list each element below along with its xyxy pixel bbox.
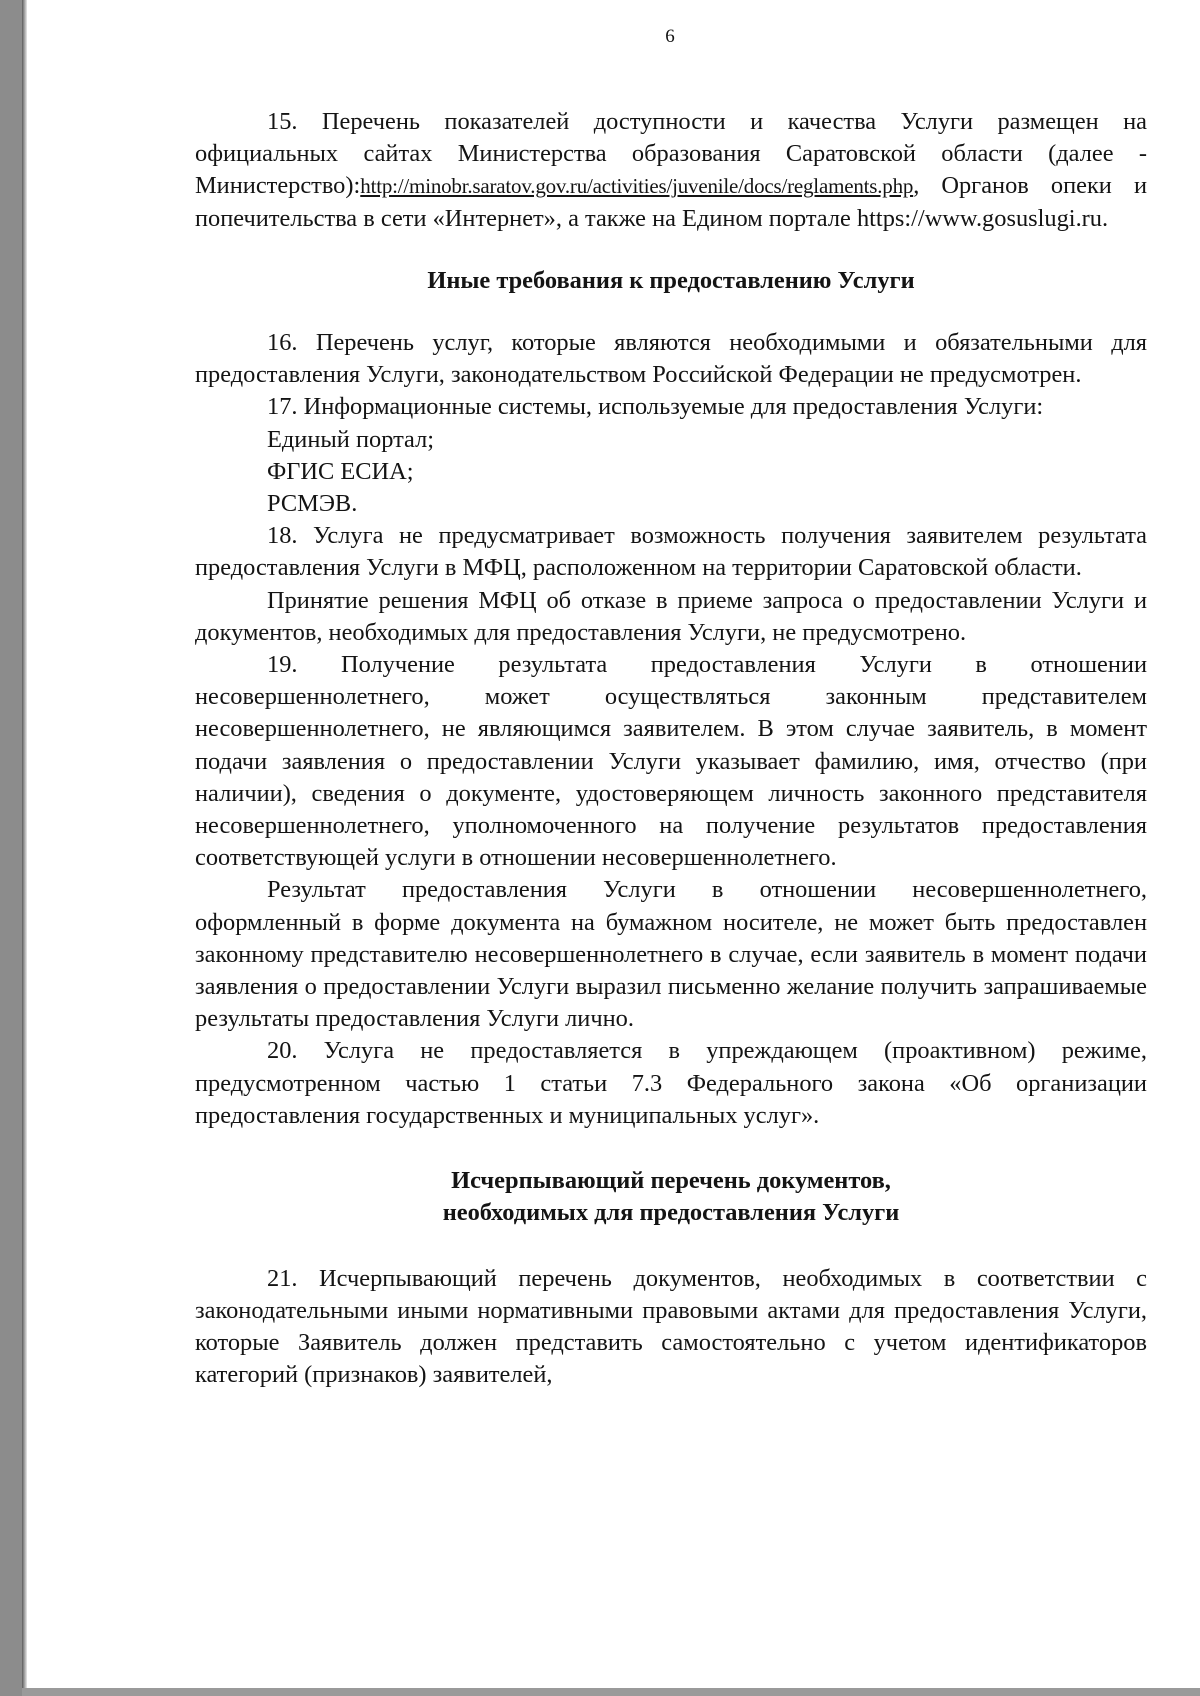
heading-line-1: Исчерпывающий перечень документов, <box>451 1167 891 1195</box>
document-body <box>195 106 1147 1391</box>
paragraph-19-continuation: Результат предоставления Услуги в отношении несовершеннолетнего, оформленный в форме документа на бумажном носителе, не может быть предоставлен законному представителю несовершеннолетнего в случае, если заявитель в момент подачи заявления о предоставлении Услуги выразил письменно желание получить запрашиваемые результаты предоставления Услуги лично. <box>195 876 1147 1033</box>
paragraph-15 <box>195 106 1147 235</box>
section-heading-other-requirements: Иные требования к предоставлению Услуги <box>427 266 915 294</box>
paragraph-17: 17. Информационные системы, используемые для предоставления Услуги: <box>267 393 1044 421</box>
reglaments-link[interactable]: http://minobr.saratov.gov.ru/activities/juvenile/docs/reglaments.php <box>360 174 914 199</box>
list-item: ФГИС ЕСИА; <box>267 457 414 485</box>
heading-line-2: необходимых для предоставления Услуги <box>442 1199 900 1227</box>
section-heading-documents-list <box>195 1165 1147 1229</box>
page-number: 6 <box>665 26 675 47</box>
paragraph-18-continuation: Принятие решения МФЦ об отказе в приеме запроса о предоставлении Услуги и документов, необходимых для предоставления Услуги, не предусмотрено. <box>195 586 1147 646</box>
paragraph-15-continuation: , Органов опеки и попечительства в сети «Интернет», а также на Едином портале https://www.gosuslugi.ru. <box>195 172 1147 232</box>
paragraph-21: 21. Исчерпывающий перечень документов, необходимых в соответствии с законодательными иными нормативными правовыми актами для предоставления Услуги, которые Заявитель должен представить самостоятельно с учетом идентификаторов категорий (признаков) заявителей, <box>195 1264 1147 1389</box>
paragraph-20: 20. Услуга не предоставляется в упреждающем (проактивном) режиме, предусмотренном частью 1 статьи 7.3 Федерального закона «Об организации предоставления государственных и муниципальных услуг». <box>195 1037 1147 1129</box>
paragraph-18: 18. Услуга не предусматривает возможность получения заявителем результата предоставления Услуги в МФЦ, расположенном на территории Саратовской области. <box>195 522 1147 582</box>
scan-page-edge <box>22 0 27 1696</box>
paragraph-19: 19. Получение результата предоставления Услуги в отношении несовершеннолетнего, может осуществляться законным представителем несовершеннолетнего, не являющимся заявителем. В этом случае заявитель, в момент подачи заявления о предоставлении Услуги указывает фамилию, имя, отчество (при наличии), сведения о документе, удостоверяющем личность законного представителя несовершеннолетнего, уполномоченного на получение результатов предоставления соответствующей услуги в отношении несовершеннолетнего. <box>195 651 1147 872</box>
scan-bottom-border <box>22 1688 1200 1696</box>
list-item: Единый портал; <box>267 425 435 453</box>
scan-left-border <box>0 0 22 1696</box>
paragraph-15-text: 15. Перечень показателей доступности и качества Услуги размещен на официальных сайтах Министерства образования Саратовской области (далее - Министерство): <box>195 108 1147 200</box>
paragraph-16: 16. Перечень услуг, которые являются необходимыми и обязательными для предоставления Услуги, законодательством Российской Федерации не предусмотрен. <box>195 329 1147 389</box>
list-item: РСМЭВ. <box>267 490 358 518</box>
